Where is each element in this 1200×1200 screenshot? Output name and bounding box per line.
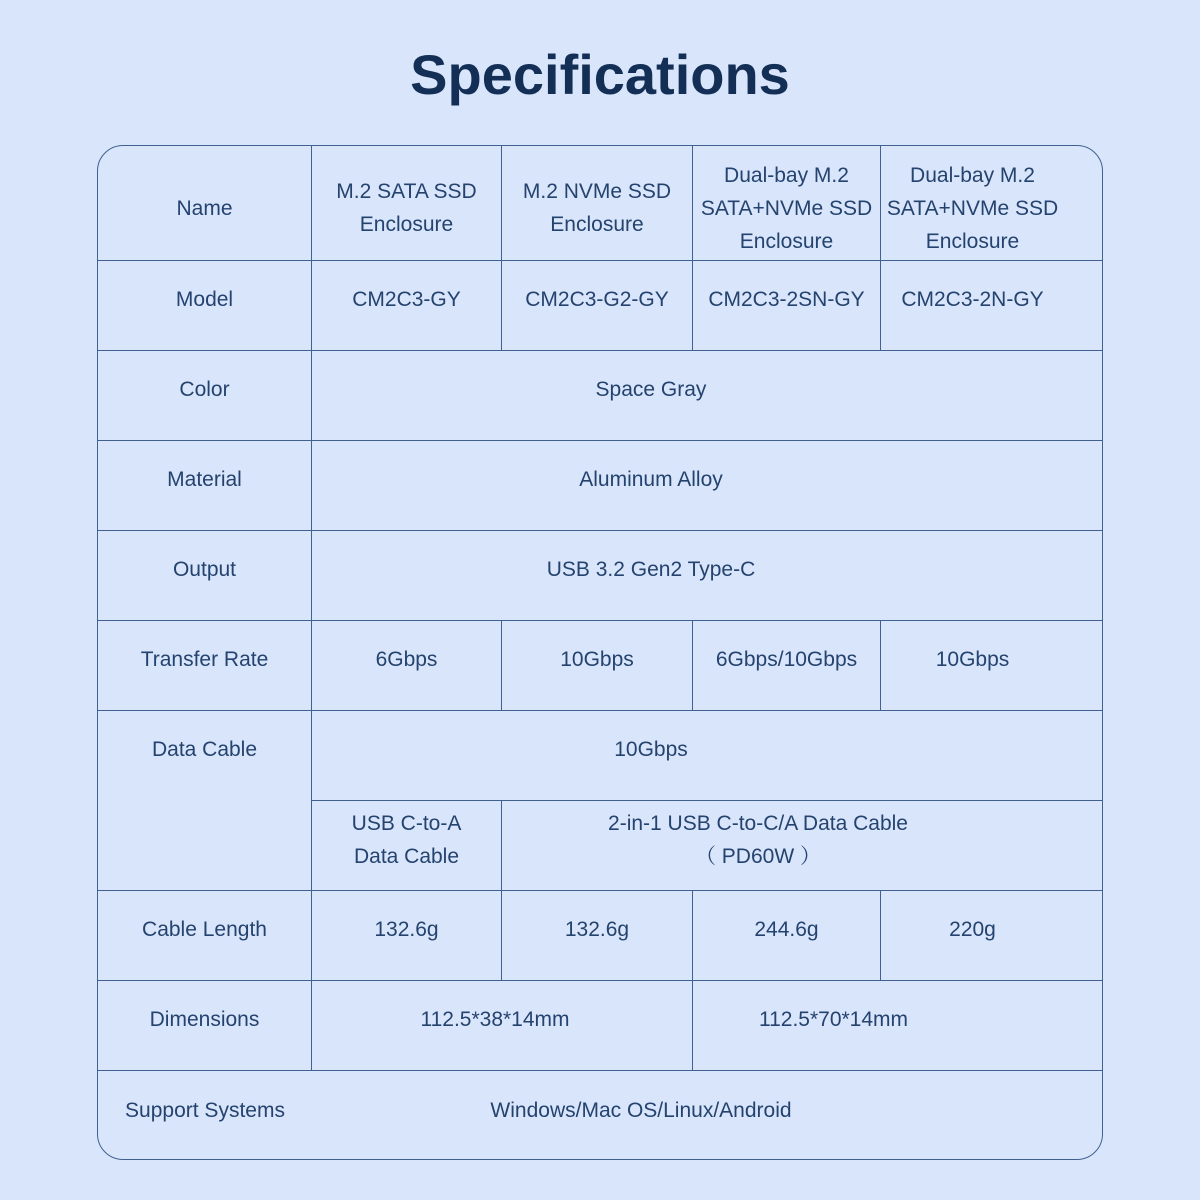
data-cable-type-a: [312, 801, 502, 891]
line: 2-in-1 USB C-to-C/A Data Cable: [608, 811, 908, 835]
spec-table: [97, 145, 1103, 1160]
line: M.2 SATA SSD: [336, 180, 477, 203]
product-header-4: [881, 146, 1103, 261]
row-label-cable-length: Cable Length: [98, 891, 312, 981]
line: USB C-to-A: [351, 811, 462, 835]
page-title: Specifications: [410, 43, 790, 106]
product-header-1: [312, 146, 502, 261]
line: Enclosure: [925, 229, 1020, 253]
row-label-data-cable: Data Cable: [98, 711, 312, 891]
color-value: Space Gray: [312, 351, 1103, 441]
model-value-4: CM2C3-2N-GY: [881, 261, 1103, 351]
cable-length-value-2: 132.6g: [502, 891, 693, 981]
product-header-2: [502, 146, 693, 261]
cable-length-value-1: 132.6g: [312, 891, 502, 981]
dimensions-value-2: 112.5*70*14mm: [693, 981, 1103, 1071]
line: Data Cable: [353, 844, 460, 868]
line: （ PD60W ）: [694, 844, 821, 868]
line: SATA+NVMe SSD: [886, 196, 1059, 220]
product-header-4-text: [887, 159, 1058, 258]
transfer-rate-value-1: 6Gbps: [312, 621, 502, 711]
row-label-name: Name: [98, 146, 312, 261]
model-value-1: CM2C3-GY: [312, 261, 502, 351]
transfer-rate-value-2: 10Gbps: [502, 621, 693, 711]
transfer-rate-value-4: 10Gbps: [881, 621, 1103, 711]
data-cable-type-b-text: [608, 807, 908, 873]
product-header-2-text: [523, 175, 671, 241]
row-label-model: Model: [98, 261, 312, 351]
row-label-material: Material: [98, 441, 312, 531]
data-cable-speed: 10Gbps: [312, 711, 1103, 801]
line: Enclosure: [739, 229, 834, 253]
data-cable-type-a-text: [352, 807, 462, 873]
line: SATA+NVMe SSD: [700, 196, 873, 220]
product-header-1-text: [336, 175, 476, 241]
product-header-3: [693, 146, 881, 261]
line: Enclosure: [550, 213, 644, 236]
output-value: USB 3.2 Gen2 Type-C: [312, 531, 1103, 621]
material-value: Aluminum Alloy: [312, 441, 1103, 531]
line: Dual-bay M.2: [724, 163, 849, 187]
dimensions-value-1: 112.5*38*14mm: [312, 981, 693, 1071]
row-label-support-systems: Support Systems: [125, 1098, 285, 1122]
line: Enclosure: [359, 213, 454, 236]
row-label-transfer-rate: Transfer Rate: [98, 621, 312, 711]
data-cable-type-b: [502, 801, 1103, 891]
line: M.2 NVMe SSD: [522, 180, 672, 203]
row-label-color: Color: [98, 351, 312, 441]
model-value-3: CM2C3-2SN-GY: [693, 261, 881, 351]
transfer-rate-value-3: 6Gbps/10Gbps: [693, 621, 881, 711]
row-label-output: Output: [98, 531, 312, 621]
cable-length-value-4: 220g: [881, 891, 1103, 981]
row-label-dimensions: Dimensions: [98, 981, 312, 1071]
model-value-2: CM2C3-G2-GY: [502, 261, 693, 351]
cable-length-value-3: 244.6g: [693, 891, 881, 981]
support-systems-value: Windows/Mac OS/Linux/Android: [490, 1098, 792, 1122]
product-header-3-text: [701, 159, 872, 258]
line: Dual-bay M.2: [910, 163, 1035, 187]
